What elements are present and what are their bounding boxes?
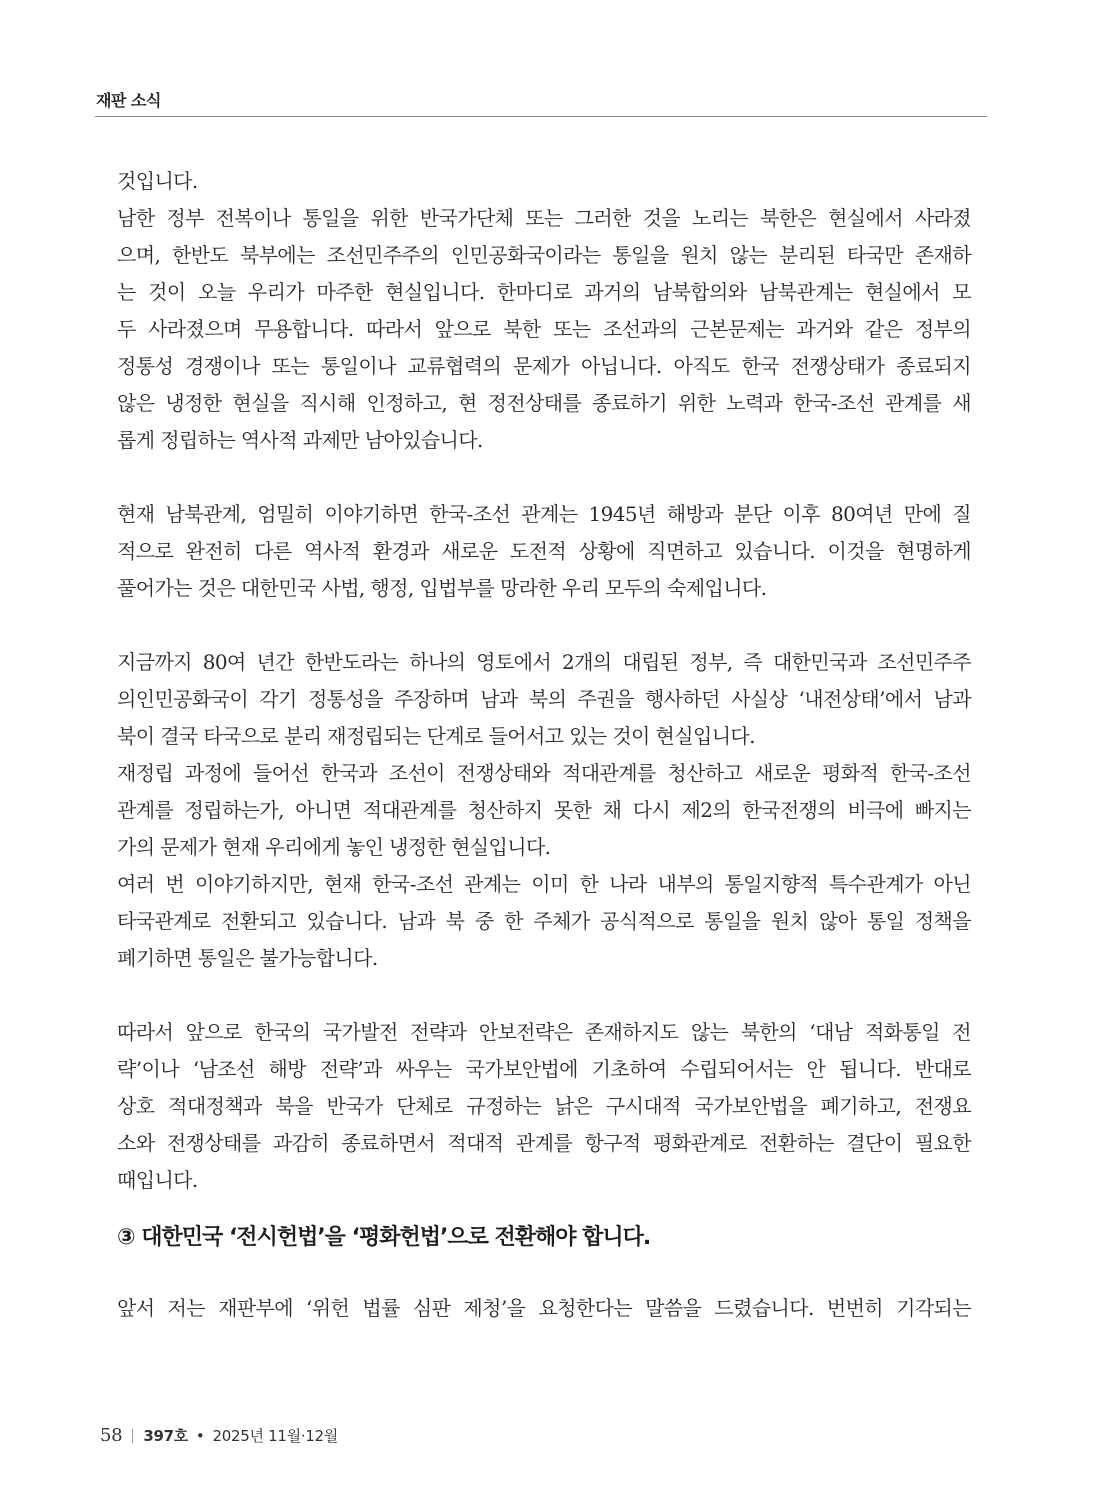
paragraph-1	[117, 163, 971, 459]
text-line: 때입니다.	[117, 1168, 198, 1192]
text-line: 적으로 완전히 다른 역사적 환경과 새로운 도전적 상황에 직면하고 있습니다. 이것을 현명하게	[117, 539, 971, 563]
paragraph-5	[117, 1290, 971, 1327]
page-footer	[100, 1425, 338, 1446]
text-line: 가의 문제가 현재 우리에게 놓인 냉정한 현실입니다.	[117, 835, 551, 859]
text-line: 풀어가는 것은 대한민국 사법, 행정, 입법부를 망라한 우리 모두의 숙제입니다.	[117, 576, 767, 600]
section-title: 재판 소식	[96, 91, 161, 110]
text-line: 정통성 경쟁이나 또는 통일이나 교류협력의 문제가 아닙니다. 아직도 한국 전쟁상태가 종료되지	[117, 354, 971, 378]
issue-date: 2025년 11월·12월	[212, 1427, 338, 1445]
text-line: 앞서 저는 재판부에 ‘위헌 법률 심판 제청’을 요청한다는 말씀을 드렸습니다. 번번히 기각되는	[117, 1296, 971, 1320]
paragraph-2	[117, 496, 971, 607]
article-body	[117, 163, 971, 1327]
text-line: 남한 정부 전복이나 통일을 위한 반국가단체 또는 그러한 것을 노리는 북한은 현실에서 사라졌	[117, 206, 971, 230]
footer-divider	[132, 1429, 133, 1443]
bullet-icon: •	[195, 1426, 205, 1445]
paragraph-4	[117, 1014, 971, 1199]
text-line: 의인민공화국이 각기 정통성을 주장하며 남과 북의 주권을 행사하던 사실상 ‘내전상태’에서 남과	[117, 687, 971, 711]
text-line: 략’이나 ‘남조선 해방 전략’과 싸우는 국가보안법에 기초하여 수립되어서는 안 됩니다. 반대로	[117, 1057, 971, 1081]
text-line: 폐기하면 통일은 불가능합니다.	[117, 946, 378, 970]
text-line: 여러 번 이야기하지만, 현재 한국-조선 관계는 이미 한 나라 내부의 통일지향적 특수관계가 아닌	[117, 872, 971, 896]
text-line: 것입니다.	[117, 169, 198, 193]
text-line: 으며, 한반도 북부에는 조선민주주의 인민공화국이라는 통일을 원치 않는 분리된 타국만 존재하	[117, 243, 971, 267]
paragraph-3	[117, 644, 971, 977]
text-line: 현재 남북관계, 엄밀히 이야기하면 한국-조선 관계는 1945년 해방과 분단 이후 80여년 만에 질	[117, 502, 971, 526]
text-line: 북이 결국 타국으로 분리 재정립되는 단계로 들어서고 있는 것이 현실입니다.	[117, 724, 755, 748]
text-line: 소와 전쟁상태를 과감히 종료하면서 적대적 관계를 항구적 평화관계로 전환하는 결단이 필요한	[117, 1131, 971, 1155]
page-number: 58	[100, 1425, 123, 1446]
text-line: 관계를 정립하는가, 아니면 적대관계를 청산하지 못한 채 다시 제2의 한국전쟁의 비극에 빠지는	[117, 798, 971, 822]
header-divider	[95, 116, 987, 117]
text-line: 타국관계로 전환되고 있습니다. 남과 북 중 한 주체가 공식적으로 통일을 원치 않아 통일 정책을	[117, 909, 971, 933]
text-line: 두 사라졌으며 무용합니다. 따라서 앞으로 북한 또는 조선과의 근본문제는 과거와 같은 정부의	[117, 317, 971, 341]
text-line: 지금까지 80여 년간 한반도라는 하나의 영토에서 2개의 대립된 정부, 즉 대한민국과 조선민주주	[117, 650, 971, 674]
text-line: 않은 냉정한 현실을 직시해 인정하고, 현 정전상태를 종료하기 위한 노력과 한국-조선 관계를 새	[117, 391, 971, 415]
issue-number: 397호	[143, 1427, 188, 1445]
text-line: 는 것이 오늘 우리가 마주한 현실입니다. 한마디로 과거의 남북합의와 남북관계는 현실에서 모	[117, 280, 971, 304]
text-line: 따라서 앞으로 한국의 국가발전 전략과 안보전략은 존재하지도 않는 북한의 ‘대남 적화통일 전	[117, 1020, 971, 1044]
text-line: 상호 적대정책과 북을 반국가 단체로 규정하는 낡은 구시대적 국가보안법을 폐기하고, 전쟁요	[117, 1094, 971, 1118]
section-heading: ③ 대한민국 ‘전시헌법’을 ‘평화헌법’으로 전환해야 합니다.	[117, 1225, 651, 1250]
text-line: 롭게 정립하는 역사적 과제만 남아있습니다.	[117, 428, 483, 452]
text-line: 재정립 과정에 들어선 한국과 조선이 전쟁상태와 적대관계를 청산하고 새로운 평화적 한국-조선	[117, 761, 971, 785]
